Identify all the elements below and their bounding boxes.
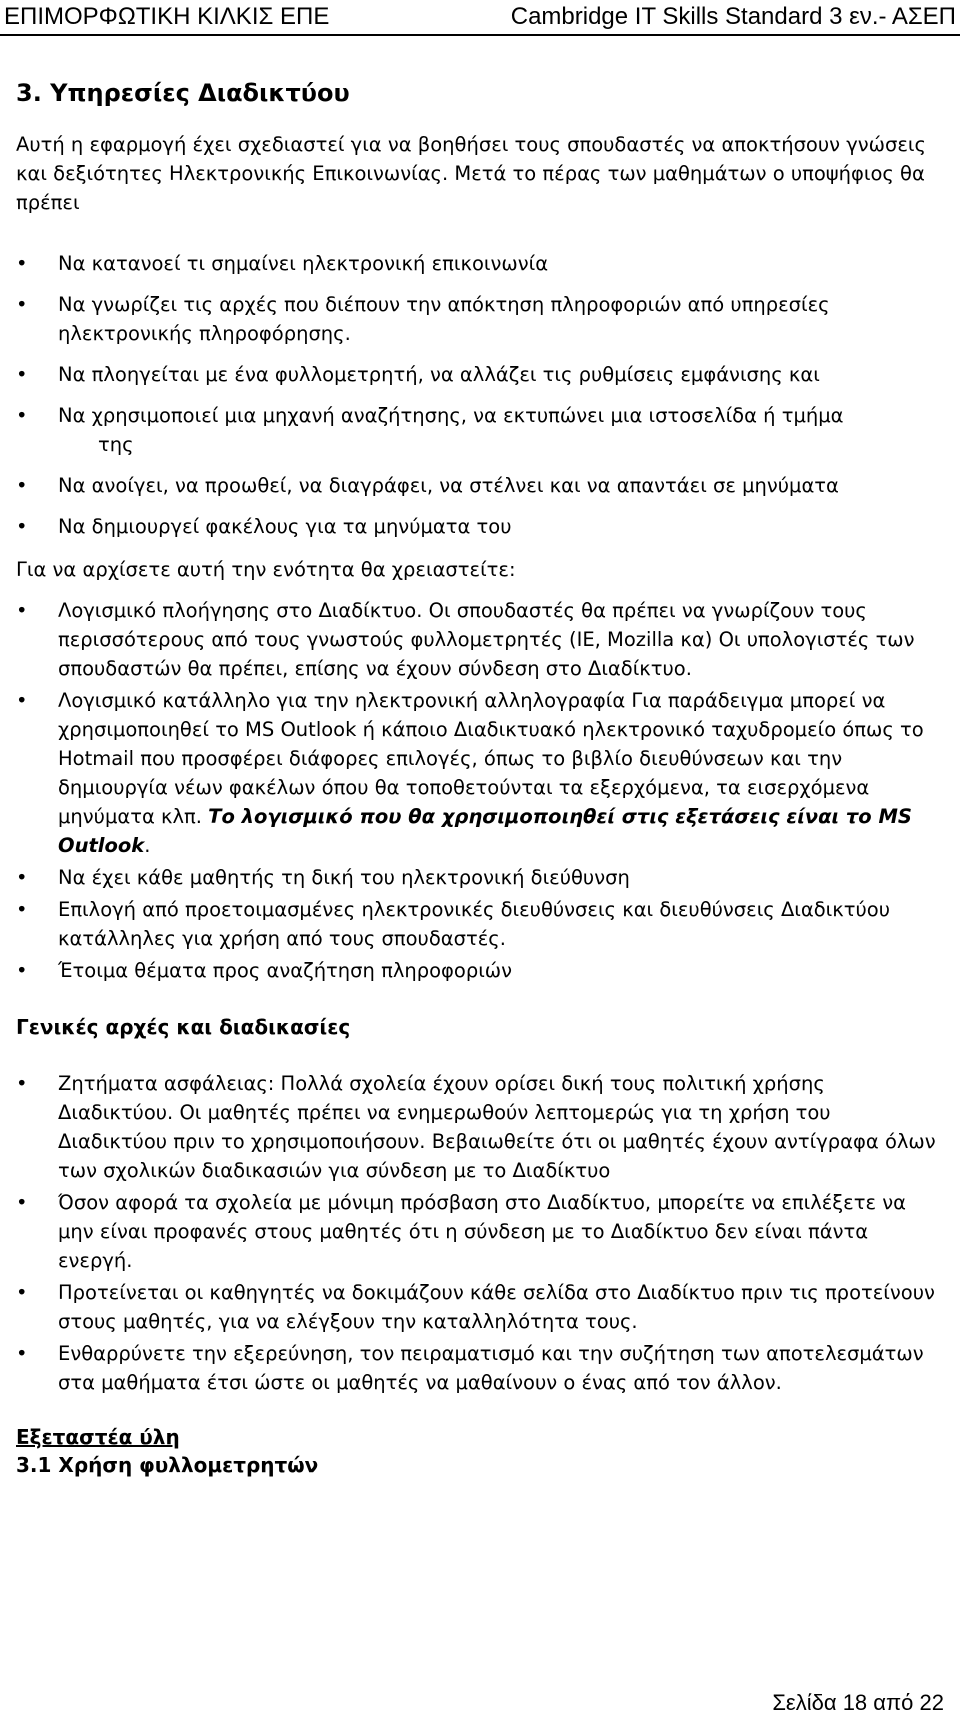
objectives-list [16, 249, 944, 541]
list-item: • Λογισμικό κατάλληλο για την ηλεκτρονική αλληλογραφία Για παράδειγμα μπορεί να χρησιμοποιηθεί το MS Outlook ή κάποιο Διαδικτυακό ηλεκτρονικό ταχυδρομείο όπως το Hotmail που προσφέρει διάφορες επιλογές, όπως το βιβλίο διευθύνσεων και την δημιουργία νέων φακέλων όπου θα τοποθετούνται τα εξερχόμενα, τα εισερχόμενα μηνύματα κλπ. Το λογισμικό που θα χρησιμοποιηθεί στις εξετάσεις είναι το MS Outlook. [16, 686, 944, 860]
bullet-icon: • [16, 293, 28, 316]
list-item: • Να δημιουργεί φακέλους για τα μηνύματα του [16, 512, 944, 541]
list-item: • Προτείνεται οι καθηγητές να δοκιμάζουν κάθε σελίδα στο Διαδίκτυο πριν τις προτείνουν στους μαθητές, για να ελέγξουν την καταλληλότητα τους. [16, 1278, 944, 1336]
bullet-icon: • [16, 1072, 28, 1095]
bullet-icon: • [16, 689, 28, 712]
bullet-icon: • [16, 252, 28, 275]
general-principles-title: Γενικές αρχές και διαδικασίες [16, 1015, 351, 1039]
header-organization: ΕΠΙΜΟΡΦΩΤΙΚΗ ΚΙΛΚΙΣ ΕΠΕ [4, 3, 330, 30]
requirements-intro: Για να αρχίσετε αυτή την ενότητα θα χρειαστείτε: [16, 558, 516, 581]
bullet-icon: • [16, 404, 28, 427]
list-item: • Όσον αφορά τα σχολεία με μόνιμη πρόσβαση στο Διαδίκτυο, μπορείτε να επιλέξετε να μην είναι προφανές στους μαθητές ότι η σύνδεση με το Διαδίκτυο δεν είναι πάντα ενεργή. [16, 1188, 944, 1275]
exam-software-note: Το λογισμικό που θα χρησιμοποιηθεί στις εξετάσεις είναι το MS Outlook [58, 805, 912, 857]
bullet-icon: • [16, 515, 28, 538]
bullet-icon: • [16, 959, 28, 982]
header-course: Cambridge IT Skills Standard 3 εν.- ΑΣΕΠ [510, 3, 956, 30]
list-item: • Έτοιμα θέματα προς αναζήτηση πληροφοριών [16, 956, 944, 985]
bullet-icon: • [16, 363, 28, 386]
bullet-icon: • [16, 474, 28, 497]
list-item: • Να χρησιμοποιεί μια μηχανή αναζήτησης, να εκτυπώνει μια ιστοσελίδα ή τμήμα της [16, 401, 944, 459]
list-item: • Να γνωρίζει τις αρχές που διέπουν την απόκτηση πληροφοριών από υπηρεσίες ηλεκτρονικής πληροφόρησης. [16, 290, 944, 348]
list-item: • Ενθαρρύνετε την εξερεύνηση, τον πειραματισμό και την συζήτηση των αποτελεσμάτων στα μαθήματα έτσι ώστε οι μαθητές να μαθαίνουν ο ένας από τον άλλον. [16, 1339, 944, 1397]
bullet-icon: • [16, 1281, 28, 1304]
intro-paragraph: Αυτή η εφαρμογή έχει σχεδιαστεί για να βοηθήσει τους σπουδαστές να αποκτήσουν γνώσεις και δεξιότητες Ηλεκτρονικής Επικοινωνίας. Μετά το πέρας των μαθημάτων ο υποψήφιος θα πρέπει [16, 133, 926, 214]
bullet-icon: • [16, 866, 28, 889]
list-item: • Να ανοίγει, να προωθεί, να διαγράφει, να στέλνει και να απαντάει σε μηνύματα [16, 471, 944, 500]
bullet-icon: • [16, 898, 28, 921]
header-divider [0, 34, 960, 36]
subsection-title: 3.1 Χρήση φυλλομετρητών [16, 1453, 319, 1477]
bullet-icon: • [16, 1191, 28, 1214]
page-number: Σελίδα 18 από 22 [772, 1690, 944, 1715]
bullet-icon: • [16, 1342, 28, 1365]
section-title: 3. Υπηρεσίες Διαδικτύου [16, 79, 350, 107]
page-header [0, 0, 960, 40]
requirements-list [16, 596, 944, 985]
bullet-icon: • [16, 599, 28, 622]
list-item: • Λογισμικό πλοήγησης στο Διαδίκτυο. Οι σπουδαστές θα πρέπει να γνωρίζουν τους περισσότερους από τους γνωστούς φυλλομετρητές (IE, Mozilla κα) Οι υπολογιστές των σπουδαστών θα πρέπει, επίσης να έχουν σύνδεση στο Διαδίκτυο. [16, 596, 944, 683]
list-item: • Ζητήματα ασφάλειας: Πολλά σχολεία έχουν ορίσει δική τους πολιτική χρήσης Διαδικτύου. Οι μαθητές πρέπει να ενημερωθούν λεπτομερώς για τη χρήση του Διαδικτύου πριν το χρησιμοποιήσουν. Βεβαιωθείτε ότι οι μαθητές έχουν αντίγραφα όλων των σχολικών διαδικασιών για σύνδεση με το Διαδίκτυο [16, 1069, 944, 1185]
list-item: • Να κατανοεί τι σημαίνει ηλεκτρονική επικοινωνία [16, 249, 944, 278]
list-item: • Να πλοηγείται με ένα φυλλομετρητή, να αλλάζει τις ρυθμίσεις εμφάνισης και [16, 360, 944, 389]
general-principles-list [16, 1069, 944, 1397]
exam-syllabus-title: Εξεταστέα ύλη [16, 1425, 180, 1449]
list-item: • Επιλογή από προετοιμασμένες ηλεκτρονικές διευθύνσεις και διευθύνσεις Διαδικτύου κατάλληλες για χρήση από τους σπουδαστές. [16, 895, 944, 953]
document-body [16, 78, 944, 1479]
list-item: • Να έχει κάθε μαθητής τη δική του ηλεκτρονική διεύθυνση [16, 863, 944, 892]
